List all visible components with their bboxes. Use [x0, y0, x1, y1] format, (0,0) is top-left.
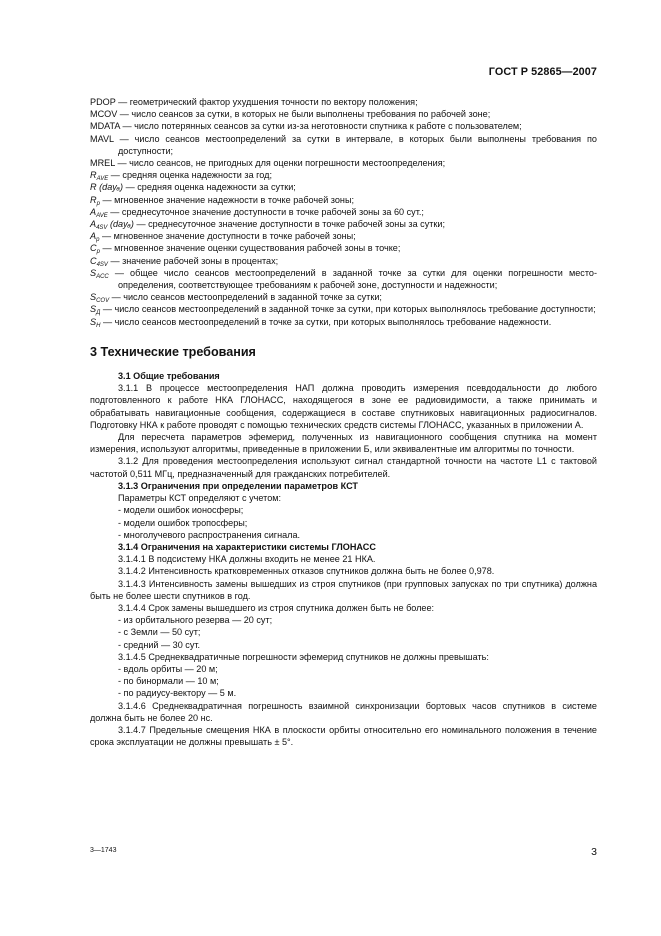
definition-abbr: MREL [90, 158, 115, 169]
symbol-text: — мгновенное значение доступности в точке рабочей зоны; [99, 231, 356, 242]
symbol-base: S [90, 292, 97, 303]
definition-item [90, 96, 597, 108]
list-item: - многолучевого распространения сигнала. [118, 529, 301, 540]
page-number: 3 [591, 846, 597, 858]
symbol-subscript: Н [96, 322, 101, 329]
print-code: 3—1743 [90, 847, 117, 854]
symbol-item [90, 267, 597, 291]
symbol-item [90, 181, 597, 193]
symbol-subscript: COV [96, 298, 110, 305]
symbol-item [90, 206, 597, 218]
definition-item [90, 120, 597, 132]
paragraph-3-1-3: Параметры КСТ определяют с учетом: [118, 493, 282, 504]
paragraph-3-1-4-3: 3.1.4.3 Интенсивность замены вышедших из строя спутников (при групповых запусках по три спутника) должна быть не более шести спутников в год. [90, 578, 597, 601]
symbol-notation [90, 256, 108, 266]
page-content [90, 96, 597, 748]
symbol-text: — число сеансов местоопределений в точке за сутки, при которых выполнялось требование надежности. [100, 316, 552, 327]
symbol-subscript: 4SV [96, 261, 108, 268]
definition-abbr: PDOP [90, 97, 116, 107]
symbol-base: R [90, 182, 97, 193]
symbol-notation [90, 170, 109, 183]
symbol-base: A [90, 206, 97, 217]
definition-item [90, 157, 597, 169]
list-item: - средний — 30 сут. [118, 639, 201, 650]
paragraph-3-1-1: 3.1.1 В процессе местоопределения НАП должна проводить измерения псевдодальности до любого подготовленного к работе НКА ГЛОНАСС, находящегося в зоне ее радиовидимости, а также принимать и обрабатывать навигационные сообщения, содержащиеся в составе спутниковых навигационных радиосигналов. Подготовку НКА к работе проводят с помощью технических средств системы ГЛОНАСС, указанных в приложении А. [90, 383, 597, 430]
definition-item [90, 133, 597, 157]
symbol-text: — значение рабочей зоны в процентах; [107, 255, 279, 266]
symbol-text: — общее число сеансов местоопределений в заданной точке за сутки для оценки погрешности местоопределения, соответствующее требованиям к рабочей зоне, доступности и надежности; [108, 267, 597, 291]
paragraph-3-1-4-1: 3.1.4.1 В подсистему НКА должны входить не менее 21 НКА. [118, 554, 376, 565]
symbol-subscript: p [96, 200, 100, 207]
symbol-item [90, 316, 597, 328]
symbol-text: — средняя оценка надежности за сутки; [123, 182, 296, 193]
symbol-list [90, 169, 597, 328]
symbol-notation [90, 219, 134, 232]
symbol-argument: (dayₐ) [96, 182, 124, 193]
subsection-3-1-4-title: 3.1.4 Ограничения на характеристики системы ГЛОНАСС [118, 541, 376, 552]
symbol-text: — среднесуточное значение доступности в точке рабочей зоны за 60 сут.; [107, 206, 424, 217]
document-standard-header: ГОСТ Р 52865—2007 [488, 66, 597, 78]
symbol-text: — число сеансов местоопределений в заданной точке за сутки; [109, 292, 382, 303]
symbol-subscript: Д [96, 310, 101, 317]
subsection-general-title: 3.1 Общие требования [118, 371, 220, 382]
symbol-item [90, 242, 597, 254]
symbol-notation [90, 292, 110, 305]
paragraph-3-1-2: 3.1.2 Для проведения местоопределения используют сигнал стандартной точности на частоте L1 с тактовой частотой 0,511 МГц, предназначенный для гражданских потребителей. [90, 456, 597, 479]
definition-text: — число сеансов, не пригодных для оценки погрешности местоопределения; [114, 158, 446, 169]
symbol-item [90, 169, 597, 181]
symbol-text: — мгновенное значение надежности в точке рабочей зоны; [99, 194, 355, 205]
paragraph-3-1-4-6: 3.1.4.6 Среднеквадратичная погрешность взаимной синхронизации бортовых часов спутников в системе должна быть не более 20 нс. [90, 700, 597, 723]
paragraph-3-1-4-7: 3.1.4.7 Предельные смещения НКА в плоскости орбиты относительно его номинального положения в течение срока эксплуатации не должны превышать ± 5°. [90, 724, 597, 748]
symbol-base: R [90, 194, 97, 205]
section-title: 3 Технические требования [90, 344, 256, 359]
symbol-notation [90, 207, 108, 217]
symbol-notation [90, 195, 100, 205]
symbol-notation [90, 317, 100, 327]
symbol-text: — среднесуточное значение доступности в точке рабочей зоны за сутки; [133, 219, 445, 230]
paragraph-3-1-4-4: 3.1.4.4 Срок замены вышедшего из строя спутника должен быть не более: [118, 602, 435, 613]
symbol-base: A [90, 231, 97, 242]
list-item: - вдоль орбиты — 20 м; [118, 663, 218, 674]
symbol-subscript: p [96, 249, 100, 256]
list-item: - с Земли — 50 сут; [118, 627, 201, 638]
symbol-notation [90, 304, 101, 317]
definition-item [90, 108, 597, 120]
symbol-subscript: ACC [96, 273, 109, 280]
symbol-text: — средняя оценка надежности за год; [108, 170, 272, 181]
symbol-item [90, 230, 597, 242]
symbol-item [90, 303, 597, 315]
list-item: - по радиусу-вектору — 5 м. [118, 688, 237, 699]
definition-text: — число сеансов за сутки, в которых не были выполнены требования по рабочей зоне; [117, 109, 491, 120]
symbol-text: — мгновенное значение оценки существования рабочей зоны в точке; [99, 243, 401, 254]
symbol-base: C [90, 255, 97, 266]
symbol-base: S [90, 316, 97, 327]
definition-text: — геометрический фактор ухудшения точности по вектору положения; [115, 97, 418, 107]
symbol-notation [90, 182, 123, 192]
subsection-3-1-3-title: 3.1.3 Ограничения при определении параметров КСТ [118, 480, 358, 491]
definition-abbr: MCOV [90, 109, 118, 120]
symbol-base: R [90, 170, 97, 181]
definition-text: — число потерянных сеансов за сутки из-за неготовности спутника к работе с пользователем; [119, 121, 522, 132]
definition-text: — число сеансов местоопределений за сутки в интервале, в которых были выполнены требования по доступности; [113, 133, 597, 156]
symbol-subscript: 4SV [96, 225, 108, 232]
symbol-item [90, 255, 597, 267]
symbol-subscript: AVE [96, 212, 108, 219]
paragraph-ephemeris: Для пересчета параметров эфемерид, полученных из навигационного сообщения спутника на момент измерения, используют алгоритмы, приведенные в приложении Б, или эквивалентные им алгоритмы по точности. [90, 432, 597, 455]
symbol-base: A [90, 219, 97, 230]
symbol-item [90, 194, 597, 206]
symbol-notation [90, 243, 100, 256]
symbol-base: C [90, 243, 97, 254]
paragraph-3-1-4-2: 3.1.4.2 Интенсивность кратковременных отказов спутников должна быть не более 0,978. [118, 566, 495, 577]
abbreviation-list [90, 96, 597, 169]
list-item: - модели ошибок ионосферы; [118, 505, 244, 516]
symbol-item [90, 291, 597, 303]
symbol-subscript: AVE [96, 176, 109, 183]
symbol-base: S [90, 304, 97, 315]
symbol-text: — число сеансов местоопределений в заданной точке за сутки, при которых выполнялось требование доступности; [100, 304, 596, 315]
symbol-argument: (dayₐ) [107, 219, 134, 230]
symbol-item [90, 218, 597, 230]
symbol-subscript: p [96, 237, 100, 244]
definition-abbr: MAVL [90, 133, 114, 144]
paragraph-3-1-4-5: 3.1.4.5 Среднеквадратичные погрешности эфемерид спутников не должны превышать: [118, 651, 489, 662]
list-item: - по бинормали — 10 м; [118, 676, 219, 687]
symbol-base: S [90, 267, 97, 278]
definition-abbr: MDATA [90, 121, 120, 132]
list-item: - из орбитального резерва — 20 сут; [118, 615, 273, 626]
symbol-notation [90, 231, 100, 244]
symbol-notation [90, 268, 109, 278]
list-item: - модели ошибок тропосферы; [118, 517, 248, 528]
